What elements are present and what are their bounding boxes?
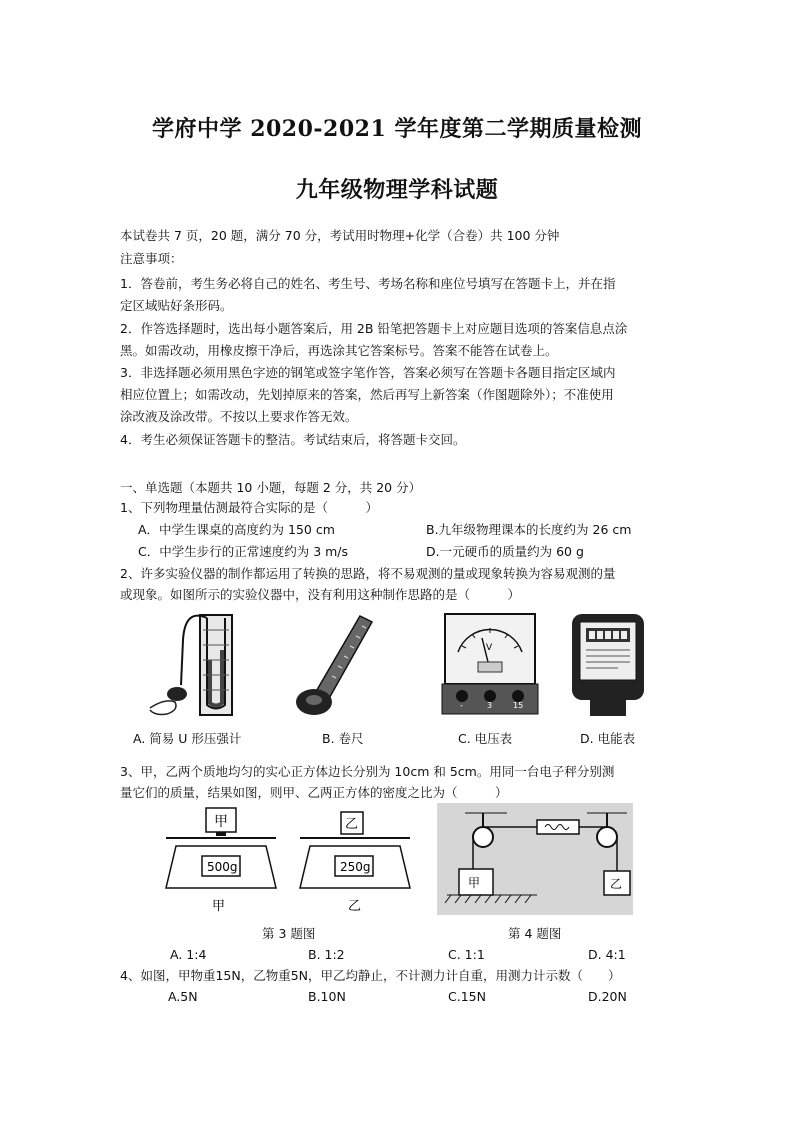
q3-option-b: B. 1:2 bbox=[308, 947, 345, 962]
q2-caption-b: B. 卷尺 bbox=[322, 731, 364, 746]
fig4-block-a-label: 甲 bbox=[468, 876, 481, 890]
q1-option-b: B.九年级物理课本的长度约为 26 cm bbox=[426, 522, 632, 537]
q2-caption-c: C. 电压表 bbox=[458, 731, 513, 746]
q4-option-c: C.15N bbox=[448, 989, 486, 1004]
block-b-label: 乙 bbox=[345, 817, 359, 832]
scale-a bbox=[166, 808, 276, 914]
q3-stem-line-1: 3、甲，乙两个质地均匀的实心正方体边长分别为 10cm 和 5cm。用同一台电子秤分别测 bbox=[120, 764, 615, 779]
q3-option-a: A. 1:4 bbox=[170, 947, 207, 962]
q4-option-d: D.20N bbox=[588, 989, 627, 1004]
voltmeter-figure bbox=[440, 610, 540, 720]
q1-option-c: C．中学生步行的正常速度约为 3 m/s bbox=[138, 544, 349, 559]
exam-subtitle: 九年级物理学科试题 bbox=[295, 177, 499, 203]
svg-text:V: V bbox=[486, 643, 493, 653]
note-3-line-2: 相应位置上；如需改动，先划掉原来的答案，然后再写上新答案（作图题除外）；不准使用 bbox=[120, 387, 614, 402]
u-tube-manometer-figure bbox=[145, 610, 245, 720]
scale-b bbox=[300, 812, 410, 914]
fig4-block-b-label: 乙 bbox=[610, 877, 623, 891]
terminal-3-label: 3 bbox=[487, 701, 493, 710]
note-4: 4．考生必须保证答题卡的整洁。考试结束后，将答题卡交回。 bbox=[120, 432, 466, 447]
q4-stem: 4、如图，甲物重15N，乙物重5N，甲乙均静止，不计测力计自重，用测力计示数（ ） bbox=[120, 968, 621, 983]
notes-heading: 注意事项： bbox=[120, 251, 183, 266]
q3-option-d: D. 4:1 bbox=[588, 947, 626, 962]
scale-a-label: 甲 bbox=[212, 899, 226, 914]
note-1-line-1: 1．答卷前，考生务必将自己的姓名、考生号、考场名称和座位号填写在答题卡上，并在指 bbox=[120, 276, 616, 291]
fig3-caption: 第 3 题图 bbox=[262, 926, 316, 941]
q2-stem-line-2: 或现象。如图所示的实验仪器中，没有利用这种制作思路的是（ ） bbox=[120, 587, 521, 602]
note-3-line-1: 3．非选择题必须用黑色字迹的钢笔或签字笔作答，答案必须写在答题卡各题目指定区域内 bbox=[120, 365, 616, 380]
q3-option-c: C. 1:1 bbox=[448, 947, 485, 962]
scale-b-label: 乙 bbox=[348, 899, 362, 914]
note-2-line-1: 2．作答选择题时，选出每小题答案后，用 2B 铅笔把答题卡上对应题目选项的答案信息点涂 bbox=[120, 321, 628, 336]
scale-a-reading: 500g bbox=[207, 860, 238, 874]
q2-stem-line-1: 2、许多实验仪器的制作都运用了转换的思路，将不易观测的量或现象转换为容易观测的量 bbox=[120, 566, 616, 581]
section-heading: 一、单选题（本题共 10 小题，每题 2 分，共 20 分） bbox=[120, 480, 422, 495]
exam-title: 学府中学 2020-2021 学年度第二学期质量检测 bbox=[152, 116, 642, 142]
q4-option-a: A.5N bbox=[168, 989, 198, 1004]
note-2-line-2: 黑。如需改动，用橡皮擦干净后，再选涂其它答案标号。答案不能答在试卷上。 bbox=[120, 343, 558, 358]
q1-stem: 1、下列物理量估测最符合实际的是（ ） bbox=[120, 500, 378, 515]
q1-option-a: A．中学生课桌的高度约为 150 cm bbox=[138, 522, 335, 537]
fig4-caption: 第 4 题图 bbox=[508, 926, 562, 941]
block-a-label: 甲 bbox=[214, 814, 228, 830]
note-1-line-2: 定区域贴好条形码。 bbox=[120, 298, 233, 313]
terminal-neg-label: - bbox=[460, 701, 463, 710]
q4-option-b: B.10N bbox=[308, 989, 346, 1004]
scale-b-reading: 250g bbox=[340, 860, 371, 874]
pulley-figure bbox=[437, 803, 633, 915]
tape-measure-figure bbox=[292, 612, 382, 722]
q2-caption-a: A. 简易 U 形压强计 bbox=[133, 731, 242, 746]
electronic-scales-figure bbox=[158, 804, 418, 916]
energy-meter-figure bbox=[568, 612, 648, 722]
terminal-15-label: 15 bbox=[513, 701, 524, 710]
note-3-line-3: 涂改液及涂改带。不按以上要求作答无效。 bbox=[120, 409, 358, 424]
q1-option-d: D.一元硬币的质量约为 60 g bbox=[426, 544, 584, 559]
q2-caption-d: D. 电能表 bbox=[580, 731, 636, 746]
exam-intro: 本试卷共 7 页，20 题，满分 70 分，考试用时物理+化学（合卷）共 100 分钟 bbox=[120, 228, 560, 243]
q3-stem-line-2: 量它们的质量，结果如图，则甲、乙两正方体的密度之比为（ ） bbox=[120, 785, 508, 800]
